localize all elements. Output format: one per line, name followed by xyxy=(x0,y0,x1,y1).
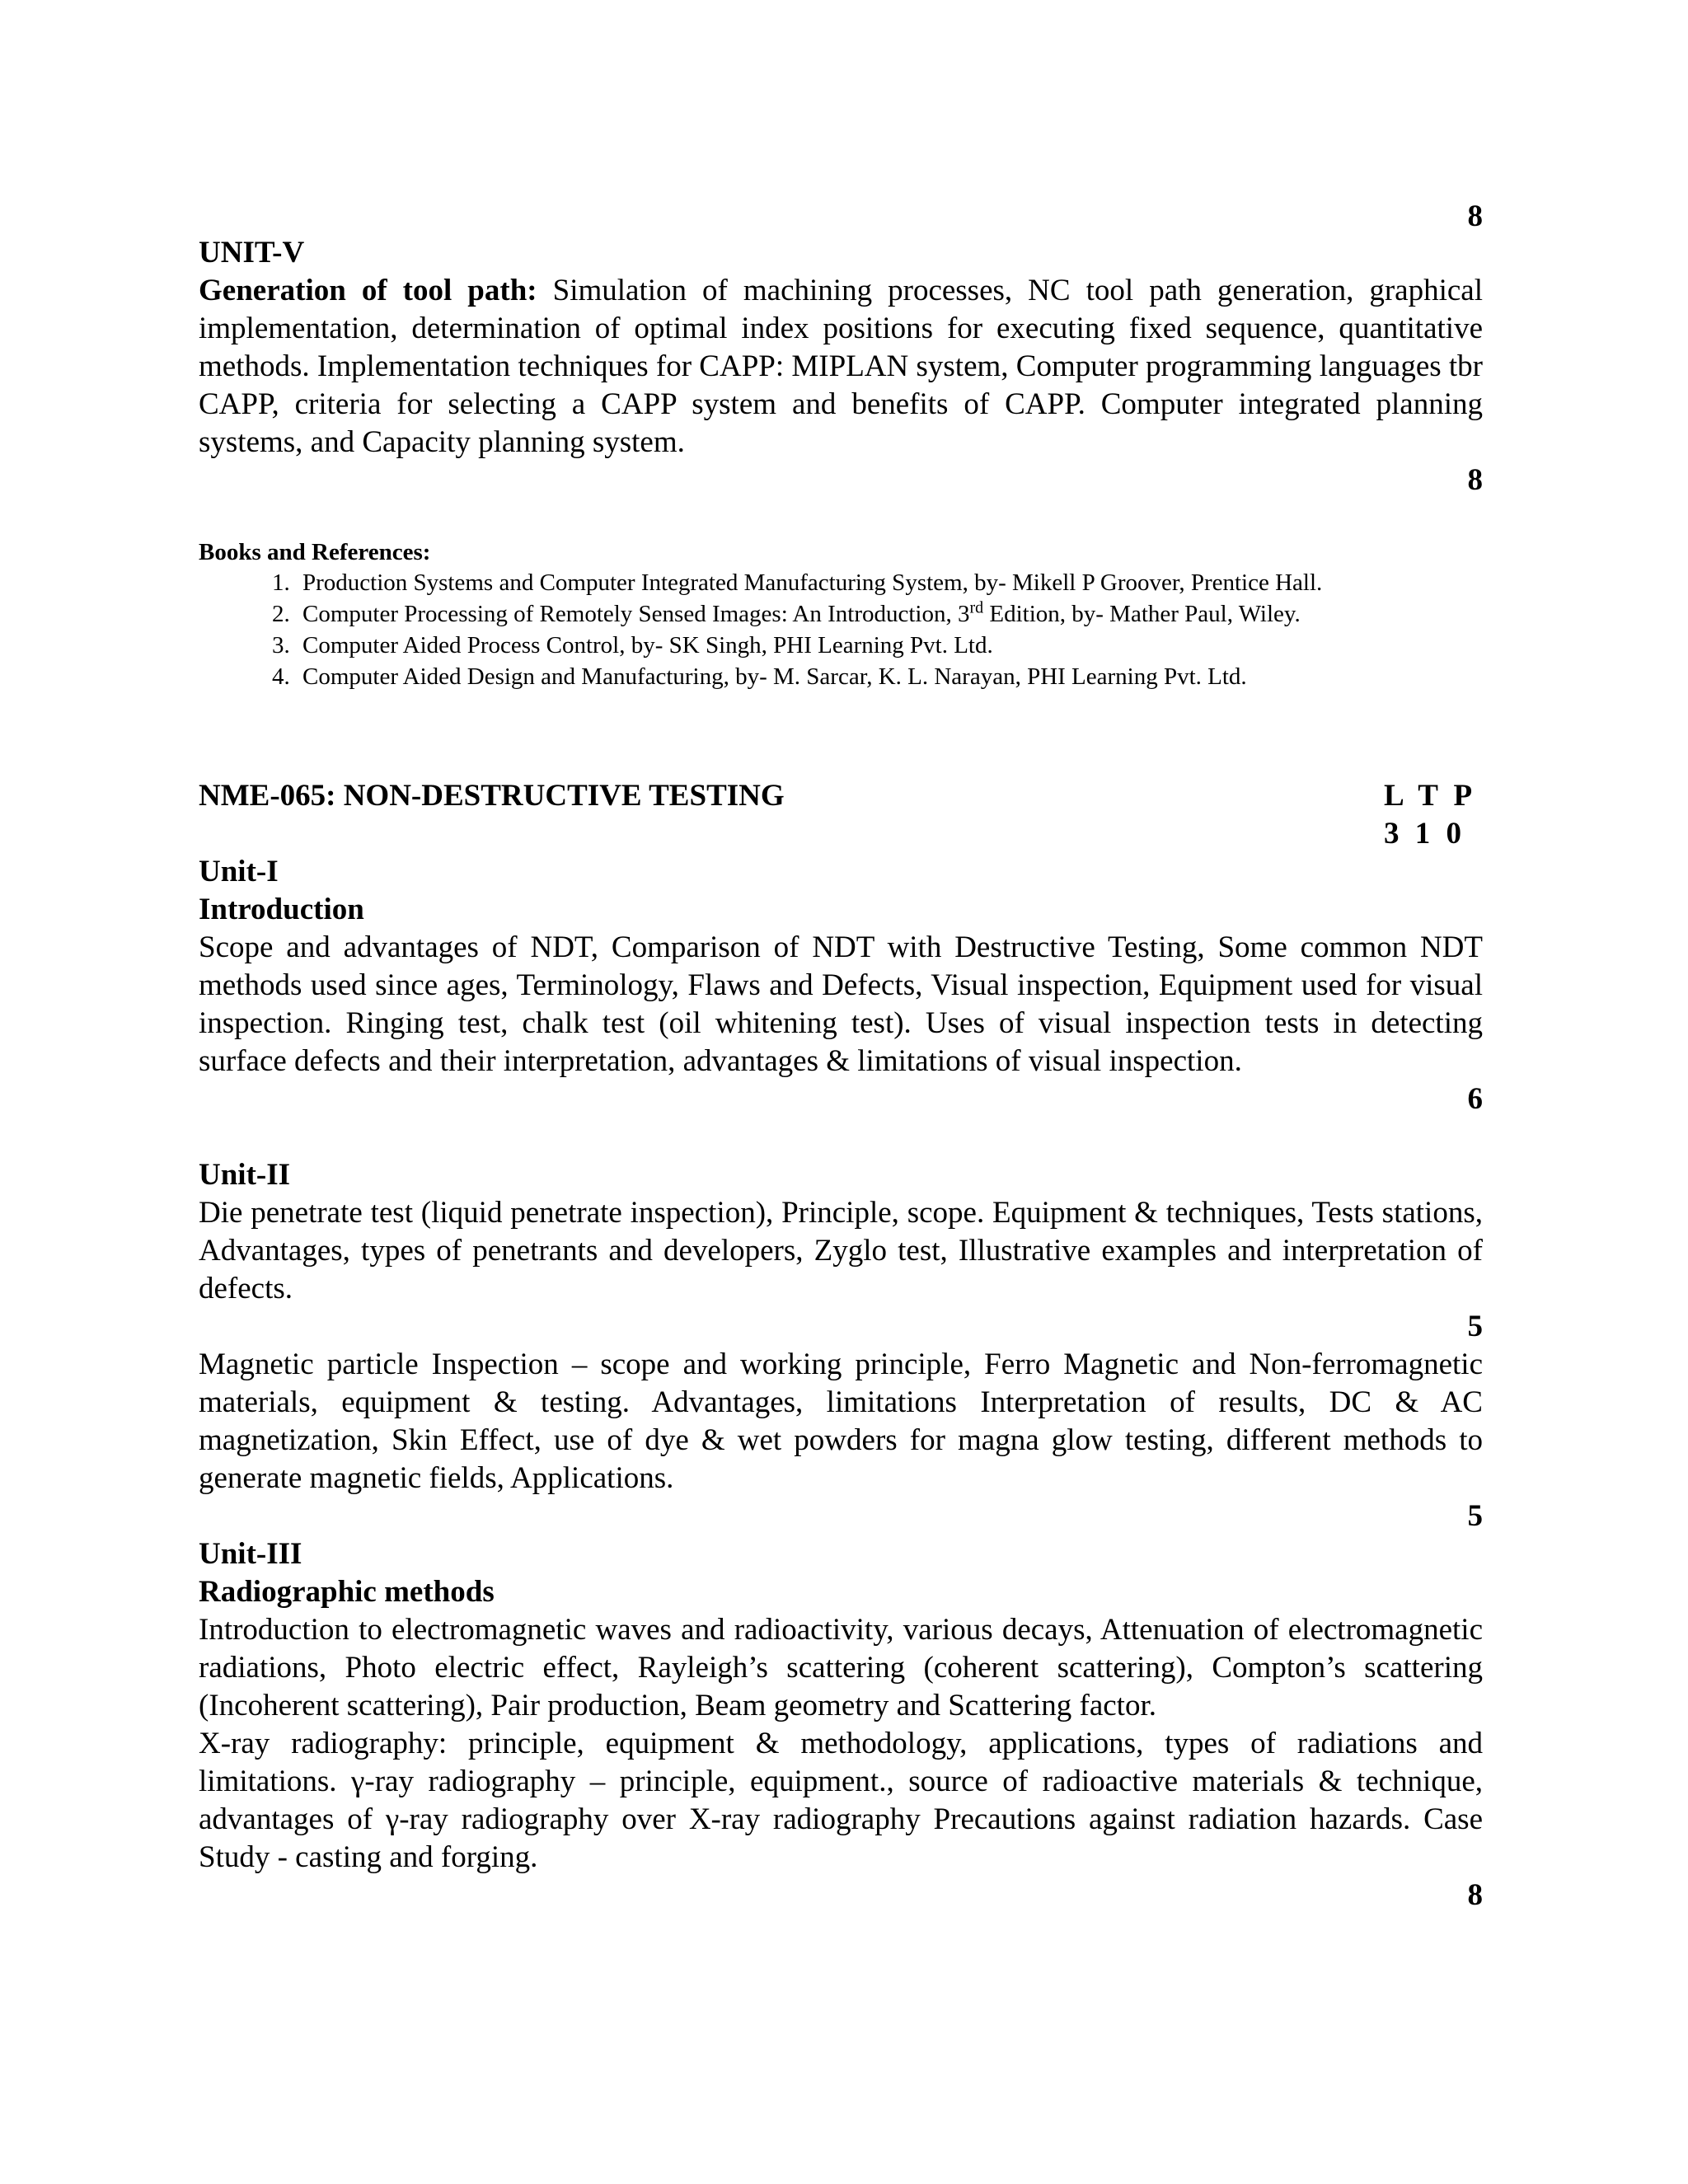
previous-unit-marks xyxy=(199,198,1483,236)
unit-5-section xyxy=(199,234,1483,499)
reference-item: 3. Computer Aided Process Control, by- SK Singh, PHI Learning Pvt. Ltd. xyxy=(296,630,1483,661)
unit-3-title: Unit-III xyxy=(199,1537,302,1571)
references-section xyxy=(199,537,1483,692)
unit-1-title: Unit-I xyxy=(199,855,279,888)
unit-1-marks: 6 xyxy=(1467,1082,1483,1116)
unit-1-body: Scope and advantages of NDT, Comparison of NDT with Destructive Testing, Some common NDT methods used since ages, Terminology, Flaws and Defects, Visual inspection, Equipment used for visual inspection. Ringing test, chalk test (oil whitening test). Uses of visual inspection tests in detecting surface defects and their interpretation, advantages & limitations of visual inspection. xyxy=(199,930,1483,1078)
unit-5-marks: 8 xyxy=(1467,463,1483,497)
unit-2-body-penetrant: Die penetrate test (liquid penetrate inspection), Principle, scope. Equipment & techniques, Tests stations, Advantages, types of penetrants and developers, Zyglo test, Illustrative examples and interpretation of defects. xyxy=(199,1196,1483,1305)
unit-2-body-magnetic: Magnetic particle Inspection – scope and working principle, Ferro Magnetic and Non-ferromagnetic materials, equipment & testing. Advantages, limitations Interpretation of results, DC & AC magnetization, Skin Effect, use of dye & wet powders for magna glow testing, different methods to generate magnetic fields, Applications. xyxy=(199,1347,1483,1495)
unit-5-title: UNIT-V xyxy=(199,236,305,269)
unit-3-marks: 8 xyxy=(1467,1878,1483,1912)
reference-item: 4. Computer Aided Design and Manufacturing, by- M. Sarcar, K. L. Narayan, PHI Learning Pvt. Ltd. xyxy=(296,661,1483,692)
course-header xyxy=(199,777,1483,815)
unit-3-subtitle: Radiographic methods xyxy=(199,1575,495,1609)
ltp-header: L T P xyxy=(1384,779,1473,813)
unit-2-marks-2: 5 xyxy=(1467,1499,1483,1533)
course-title: NME-065: NON-DESTRUCTIVE TESTING xyxy=(199,779,785,813)
reference-item: 1. Production Systems and Computer Integrated Manufacturing System, by- Mikell P Groover, Prentice Hall. xyxy=(296,567,1483,598)
unit-5-body xyxy=(199,272,1483,462)
unit-3-body-intro: Introduction to electromagnetic waves and radioactivity, various decays, Attenuation of electromagnetic radiations, Photo electric effect, Rayleigh’s scattering (coherent scattering), Compton’s scattering (Incoherent scattering), Pair production, Beam geometry and Scattering factor. xyxy=(199,1613,1483,1722)
references-list xyxy=(199,567,1483,692)
unit-5-lead: Generation of tool path: xyxy=(199,274,537,307)
marks-label: 8 xyxy=(1467,199,1483,233)
reference-text-tail: Edition, by- Mather Paul, Wiley. xyxy=(983,601,1301,627)
unit-2-title: Unit-II xyxy=(199,1158,291,1192)
unit-3-section xyxy=(199,1535,1483,1915)
reference-superscript: rd xyxy=(969,598,984,617)
reference-text: Computer Processing of Remotely Sensed Images: An Introduction, 3 xyxy=(302,601,970,627)
course-credits xyxy=(199,815,1483,853)
references-title: Books and References: xyxy=(199,539,431,565)
unit-1-section xyxy=(199,853,1483,1118)
unit-5-text: Simulation of machining processes, NC tool path generation, graphical implementation, determination of optimal index positions for executing fixed sequence, quantitative methods. Implementation techniques for CAPP: MIPLAN system, Computer programming languages tbr CAPP, criteria for selecting a CAPP system and benefits of CAPP. Computer integrated planning systems, and Capacity planning system. xyxy=(199,274,1483,459)
ltp-values: 3 1 0 xyxy=(1384,817,1461,851)
unit-2-marks-1: 5 xyxy=(1467,1310,1483,1343)
unit-3-body-radiography: X-ray radiography: principle, equipment & methodology, applications, types of radiations and limitations. γ-ray radiography – principle, equipment., source of radioactive materials & technique, advantages of γ-ray radiography over X-ray radiography Precautions against radiation hazards. Case Study - casting and forging. xyxy=(199,1727,1483,1874)
unit-2-section xyxy=(199,1156,1483,1535)
unit-1-subtitle: Introduction xyxy=(199,893,364,926)
reference-item xyxy=(296,598,1483,630)
